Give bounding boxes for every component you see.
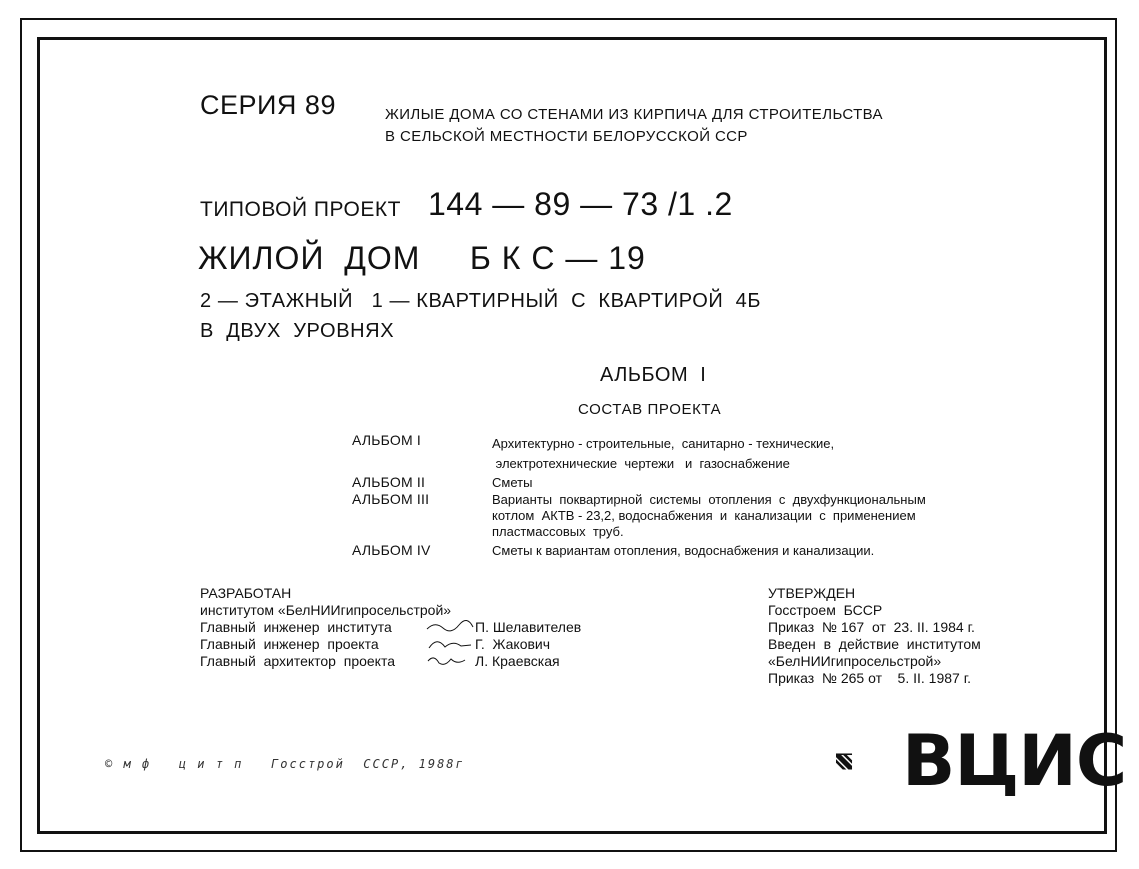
developer-institute: институтом «БелНИИгипросельстрой» <box>200 602 452 618</box>
approval-line: Приказ № 265 от 5. II. 1987 г. <box>768 670 971 686</box>
house-subtitle <box>200 286 761 346</box>
logo-emblem-icon <box>836 730 898 794</box>
house-subtitle-line-2: В ДВУХ УРОВНЯХ <box>200 320 395 342</box>
developer-row <box>200 653 581 670</box>
album-4-name: АЛЬБОМ IV <box>352 542 431 558</box>
composition-heading: СОСТАВ ПРОЕКТА <box>578 401 722 418</box>
series-desc-line-1: ЖИЛЫЕ ДОМА СО СТЕНАМИ ИЗ КИРПИЧА ДЛЯ СТРОИТЕЛЬСТВА <box>385 106 883 123</box>
developer-person: Г. Жакович <box>475 636 551 652</box>
album-2-name: АЛЬБОМ II <box>352 474 426 490</box>
house-subtitle-line-1: 2 — ЭТАЖНЫЙ 1 — КВАРТИРНЫЙ С КВАРТИРОЙ 4Б <box>200 290 762 312</box>
album-1-desc-line-2: электротехнические чертежи и газоснабжение <box>492 456 790 471</box>
album-1-desc-line-1: Архитектурно - строительные, санитарно - технические, <box>492 436 835 451</box>
approval-block <box>768 585 981 687</box>
album-3-name: АЛЬБОМ III <box>352 491 430 507</box>
approval-line: «БелНИИгипросельстрой» <box>768 653 942 669</box>
developer-block <box>200 585 581 670</box>
album-3-desc-line-1: Варианты поквартирной системы отопления с двухфункциональным <box>492 492 926 507</box>
approval-line: Госстроем БССР <box>768 602 883 618</box>
series-label: СЕРИЯ 89 <box>200 90 336 120</box>
approval-line: Приказ № 167 от 23. II. 1984 г. <box>768 619 975 635</box>
developer-role: Главный инженер проекта <box>200 636 379 652</box>
developer-role: Главный архитектор проекта <box>200 653 396 669</box>
signature-mark <box>425 619 475 635</box>
developer-row <box>200 636 581 653</box>
album-heading: АЛЬБОМ I <box>600 364 707 386</box>
project-prefix: ТИПОВОЙ ПРОЕКТ <box>200 198 401 221</box>
signature-mark <box>425 653 475 669</box>
developer-heading: РАЗРАБОТАН <box>200 585 292 601</box>
approval-line: Введен в действие институтом <box>768 636 981 652</box>
album-1-desc <box>492 432 834 472</box>
house-title: ЖИЛОЙ ДОМ Б К С — 19 <box>198 240 646 276</box>
album-3-desc-line-2: котлом АКТВ - 23,2, водоснабжения и канализации с применением <box>492 508 916 523</box>
approval-heading: УТВЕРЖДЕН <box>768 585 856 601</box>
developer-role: Главный инженер института <box>200 619 392 635</box>
album-3-desc <box>492 492 926 540</box>
project-number: 144 — 89 — 73 /1 .2 <box>428 186 733 222</box>
logo-wordmark: ВЦИС <box>902 720 1127 802</box>
album-4-desc: Сметы к вариантам отопления, водоснабжения и канализации. <box>492 543 875 558</box>
developer-row <box>200 619 581 636</box>
series-desc-line-2: В СЕЛЬСКОЙ МЕСТНОСТИ БЕЛОРУССКОЙ ССР <box>385 128 748 145</box>
series-description <box>385 104 883 148</box>
developer-person: П. Шелавителев <box>475 619 582 635</box>
signature-mark <box>425 636 475 652</box>
album-2-desc: Сметы <box>492 475 533 490</box>
developer-person: Л. Краевская <box>475 653 560 669</box>
album-3-desc-line-3: пластмассовых труб. <box>492 524 624 539</box>
album-1-name: АЛЬБОМ I <box>352 432 421 448</box>
copyright-note: © м ф ц и т п Госстрой СССР, 1988г <box>105 757 465 771</box>
